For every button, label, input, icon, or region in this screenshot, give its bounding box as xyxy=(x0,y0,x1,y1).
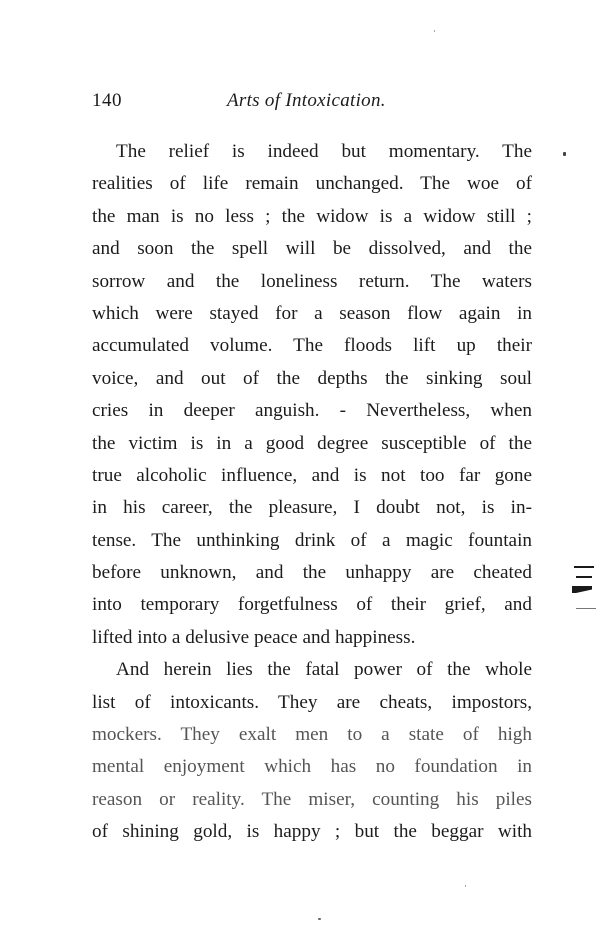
text-line: tense. The unthinking drink of a magic fountain xyxy=(92,529,532,551)
text-line: which were stayed for a season flow again in xyxy=(92,302,532,324)
margin-scan-mark xyxy=(576,576,592,578)
text-line: before unknown, and the unhappy are cheated xyxy=(92,562,532,584)
text-line: sorrow and the loneliness return. The waters xyxy=(92,270,532,292)
text-line: into temporary forgetfulness of their grief, and xyxy=(92,594,532,616)
margin-scan-mark xyxy=(572,586,592,593)
scan-speck xyxy=(318,918,321,920)
margin-scan-mark xyxy=(574,566,594,568)
text-line: And herein lies the fatal power of the whole xyxy=(116,659,532,681)
running-header xyxy=(92,90,532,114)
text-line: list of intoxicants. They are cheats, impostors, xyxy=(92,691,532,713)
text-line: in his career, the pleasure, I doubt not, is in- xyxy=(92,497,532,519)
text-line: the victim is in a good degree susceptible of the xyxy=(92,432,532,454)
scan-speck xyxy=(563,152,566,156)
scan-speck xyxy=(434,30,435,32)
text-line: and soon the spell will be dissolved, and the xyxy=(92,238,532,260)
text-line: lifted into a delusive peace and happiness. xyxy=(92,626,416,648)
text-line: realities of life remain unchanged. The woe of xyxy=(92,173,532,195)
text-line: mental enjoyment which has no foundation in xyxy=(92,756,532,778)
text-line: reason or reality. The miser, counting his piles xyxy=(92,788,532,810)
text-line: accumulated volume. The floods lift up their xyxy=(92,335,532,357)
text-line: mockers. They exalt men to a state of high xyxy=(92,724,532,746)
text-line: of shining gold, is happy ; but the beggar with xyxy=(92,821,532,843)
page-number: 140 xyxy=(92,90,122,111)
body-text xyxy=(92,136,532,849)
text-line: voice, and out of the depths the sinking soul xyxy=(92,367,532,389)
text-line: cries in deeper anguish. - Nevertheless, when xyxy=(92,400,532,422)
text-line: true alcoholic influence, and is not too far gone xyxy=(92,464,532,486)
running-title: Arts of Intoxication. xyxy=(227,90,386,111)
text-line: the man is no less ; the widow is a widow still ; xyxy=(92,205,532,227)
margin-scan-mark xyxy=(576,608,596,609)
scan-speck xyxy=(465,885,466,887)
text-line: The relief is indeed but momentary. The xyxy=(116,141,532,162)
